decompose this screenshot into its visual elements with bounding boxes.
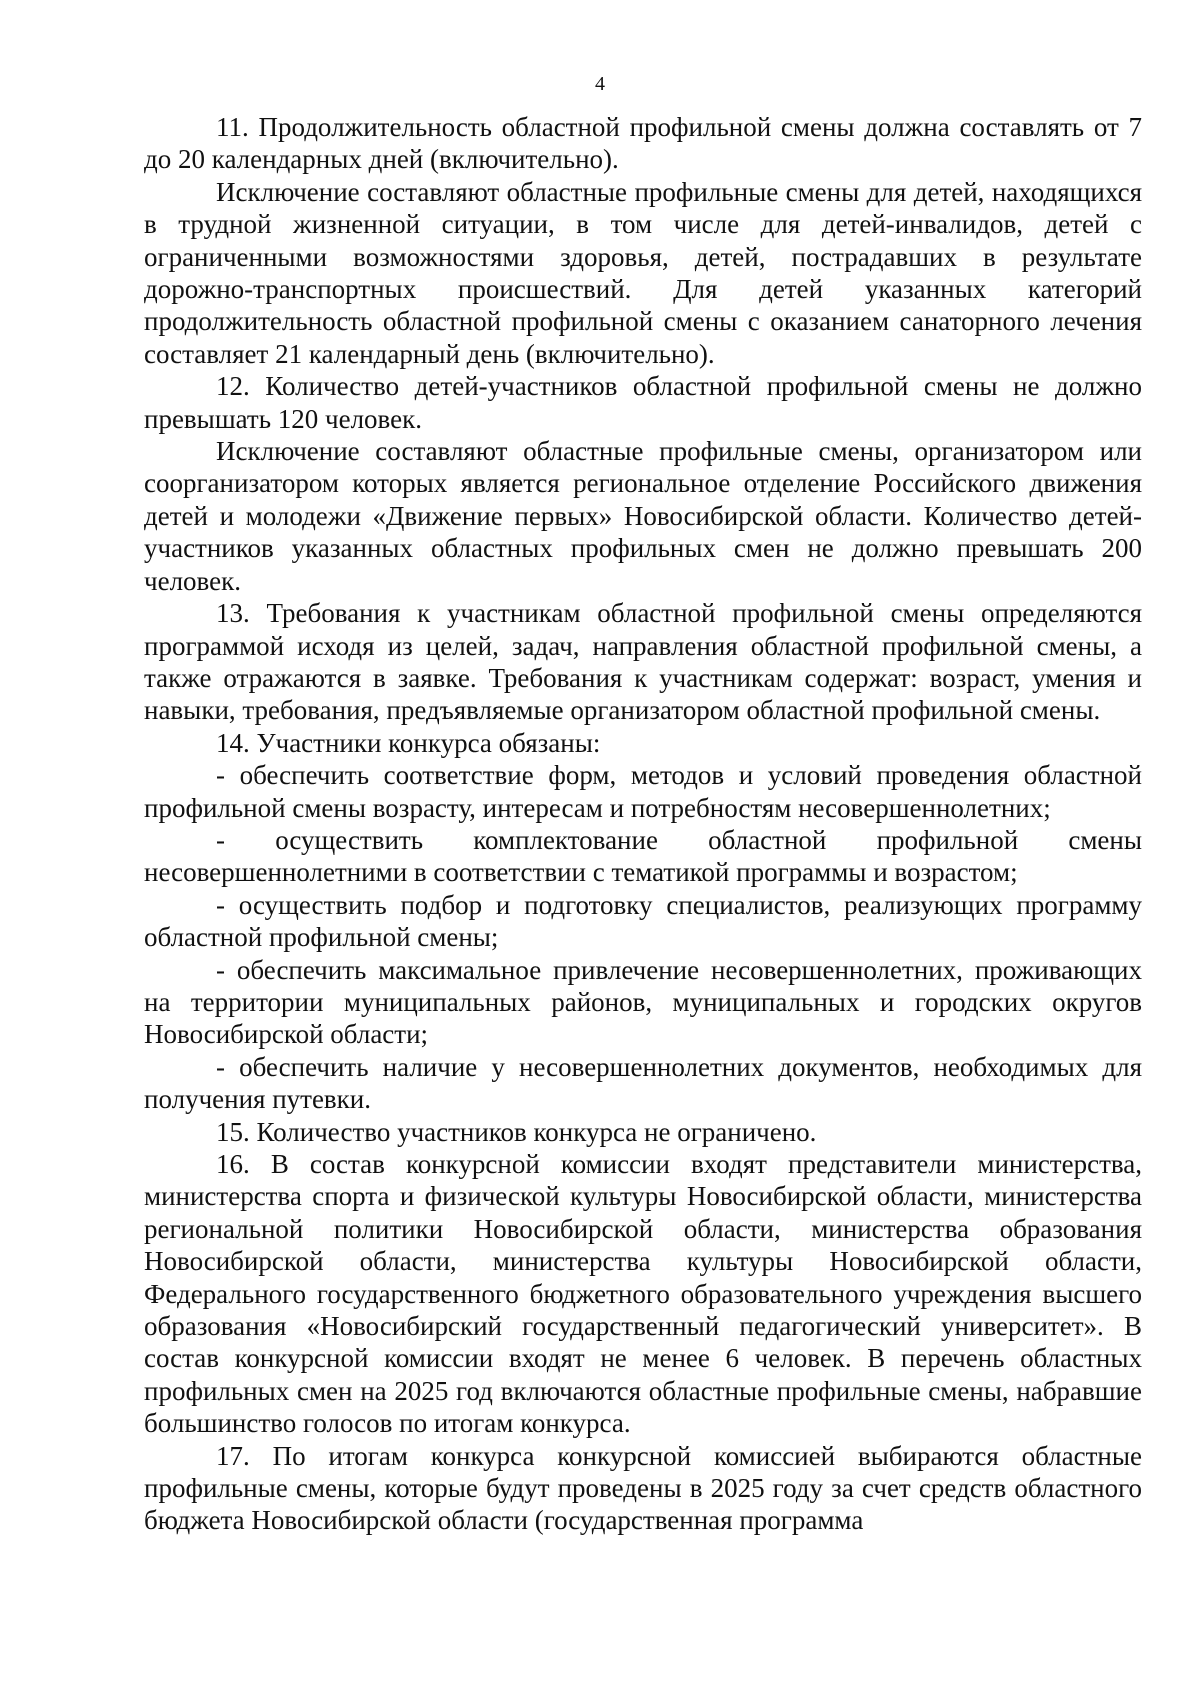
paragraph-16: 16. В состав конкурсной комиссии входят представители министерства, министерства спорта и физической культуры Новосибирской области, министерства региональной политики Новосибирской области, министерства образования Новосибирской области, министерства культуры Новосибирской области, Федерального государственного бюджетного образовательного учреждения высшего образования «Новосибирский государственный педагогический университет». В состав конкурсной комиссии входят не менее 6 человек. В перечень областных профильных смен на 2025 год включаются областные профильные смены, набравшие большинство голосов по итогам конкурса. xyxy=(144,1149,1142,1439)
page-number: 4 xyxy=(595,73,605,95)
paragraph-11: 11. Продолжительность областной профильной смены должна составлять от 7 до 20 календарных дней (включительно). xyxy=(144,112,1142,175)
paragraph-12: 12. Количество детей-участников областной профильной смены не должно превышать 120 человек. xyxy=(144,371,1142,434)
list-item-documents: - обеспечить наличие у несовершеннолетних документов, необходимых для получения путевки. xyxy=(144,1051,1142,1115)
paragraph-13: 13. Требования к участникам областной профильной смены определяются программой исходя из целей, задач, направления областной профильной смены, а также отражаются в заявке. Требования к участникам содержат: возраст, умения и навыки, требования, предъявляемые организатором областной профильной смены. xyxy=(144,598,1142,726)
paragraph-17: 17. По итогам конкурса конкурсной комиссией выбираются областные профильные смены, которые будут проведены в 2025 году за счет средств областного бюджета Новосибирской области (государственная программа xyxy=(144,1440,1142,1536)
document-body xyxy=(144,111,1142,1537)
paragraph-11-exception: Исключение составляют областные профильные смены для детей, находящихся в трудной жизненной ситуации, в том числе для детей-инвалидов, детей с ограниченными возможностями здоровья, детей, пострадавших в результате дорожно-транспортных происшествий. Для детей указанных категорий продолжительность областной профильной смены с оказанием санаторного лечения составляет 21 календарный день (включительно). xyxy=(144,176,1142,369)
list-item-forms-methods: - обеспечить соответствие форм, методов и условий проведения областной профильной смены возрасту, интересам и потребностям несовершеннолетних; xyxy=(144,760,1142,823)
paragraph-14: 14. Участники конкурса обязаны: xyxy=(216,727,601,758)
paragraph-12-exception: Исключение составляют областные профильные смены, организатором или соорганизатором которых является региональное отделение Российского движения детей и молодежи «Движение первых» Новосибирской области. Количество детей-участников указанных областных профильных смен не должно превышать 200 человек. xyxy=(144,436,1142,596)
list-item-specialists: - осуществить подбор и подготовку специалистов, реализующих программу областной профильной смены; xyxy=(144,889,1142,953)
list-item-staffing: - осуществить комплектование областной профильной смены несовершеннолетними в соответствии с тематикой программы и возрастом; xyxy=(144,824,1142,888)
list-item-attraction: - обеспечить максимальное привлечение несовершеннолетних, проживающих на территории муниципальных районов, муниципальных и городских округов Новосибирской области; xyxy=(144,954,1142,1050)
paragraph-15: 15. Количество участников конкурса не ограничено. xyxy=(216,1116,817,1147)
